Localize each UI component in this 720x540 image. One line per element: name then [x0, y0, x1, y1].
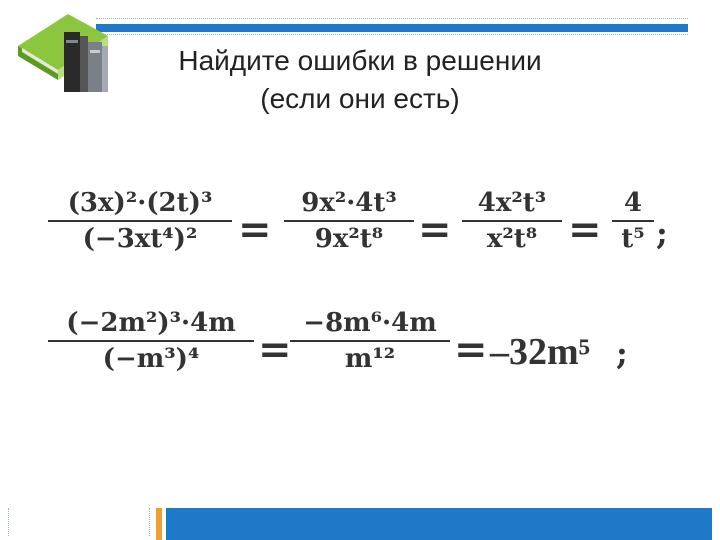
expr2-frac1-numerator: (−2m²)³·4m	[66, 308, 236, 338]
expr2-frac2-numerator: −8m⁶·4m	[303, 308, 437, 338]
title-line-1: Найдите ошибки в решении	[178, 45, 542, 76]
expr2-frac2-denominator: m¹²	[344, 344, 396, 374]
equals-sign: =	[418, 206, 452, 253]
equals-sign: =	[454, 326, 488, 373]
expr1-frac3-denominator: x²t⁸	[486, 224, 538, 254]
expr1-frac2-denominator: 9x²t⁸	[314, 224, 384, 254]
semicolon: ;	[616, 334, 628, 372]
expr1-fraction-4	[612, 188, 654, 254]
expr1-frac4-denominator: t⁵	[621, 224, 645, 254]
expr1-frac1-numerator: (3x)²·(2t)³	[67, 188, 213, 218]
fraction-bar	[284, 220, 414, 222]
fraction-bar	[612, 220, 654, 222]
expr1-frac3-numerator: 4x²t³	[477, 188, 547, 218]
fraction-bar	[48, 340, 254, 342]
books-icon	[8, 6, 118, 98]
fraction-bar	[462, 220, 562, 222]
fraction-bar	[48, 220, 232, 222]
expr1-fraction-2	[284, 188, 414, 254]
footer-dotted-box	[8, 508, 150, 536]
header-accent-bar	[96, 24, 688, 32]
expr2-result: –32m⁵	[490, 331, 591, 373]
semicolon: ;	[656, 214, 668, 252]
expr1-fraction-1	[48, 188, 232, 254]
expr1-frac2-numerator: 9x²·4t³	[301, 188, 397, 218]
header-dotted-line	[96, 18, 688, 19]
expr2-fraction-2	[290, 308, 450, 374]
footer-accent-bar	[166, 508, 712, 540]
expr2-fraction-1	[48, 308, 254, 374]
slide-title	[120, 42, 600, 118]
expr1-fraction-3	[462, 188, 562, 254]
title-line-2: (если они есть)	[260, 83, 460, 114]
expr2-frac1-denominator: (−m³)⁴	[102, 344, 200, 374]
expr1-frac4-numerator: 4	[623, 188, 643, 218]
fraction-bar	[290, 340, 450, 342]
equals-sign: =	[568, 206, 602, 253]
equals-sign: =	[238, 206, 272, 253]
expr1-frac1-denominator: (−3xt⁴)²	[82, 224, 198, 254]
equals-sign: =	[258, 326, 292, 373]
header-thin-line	[96, 34, 688, 35]
footer-orange-stripe	[156, 508, 162, 540]
